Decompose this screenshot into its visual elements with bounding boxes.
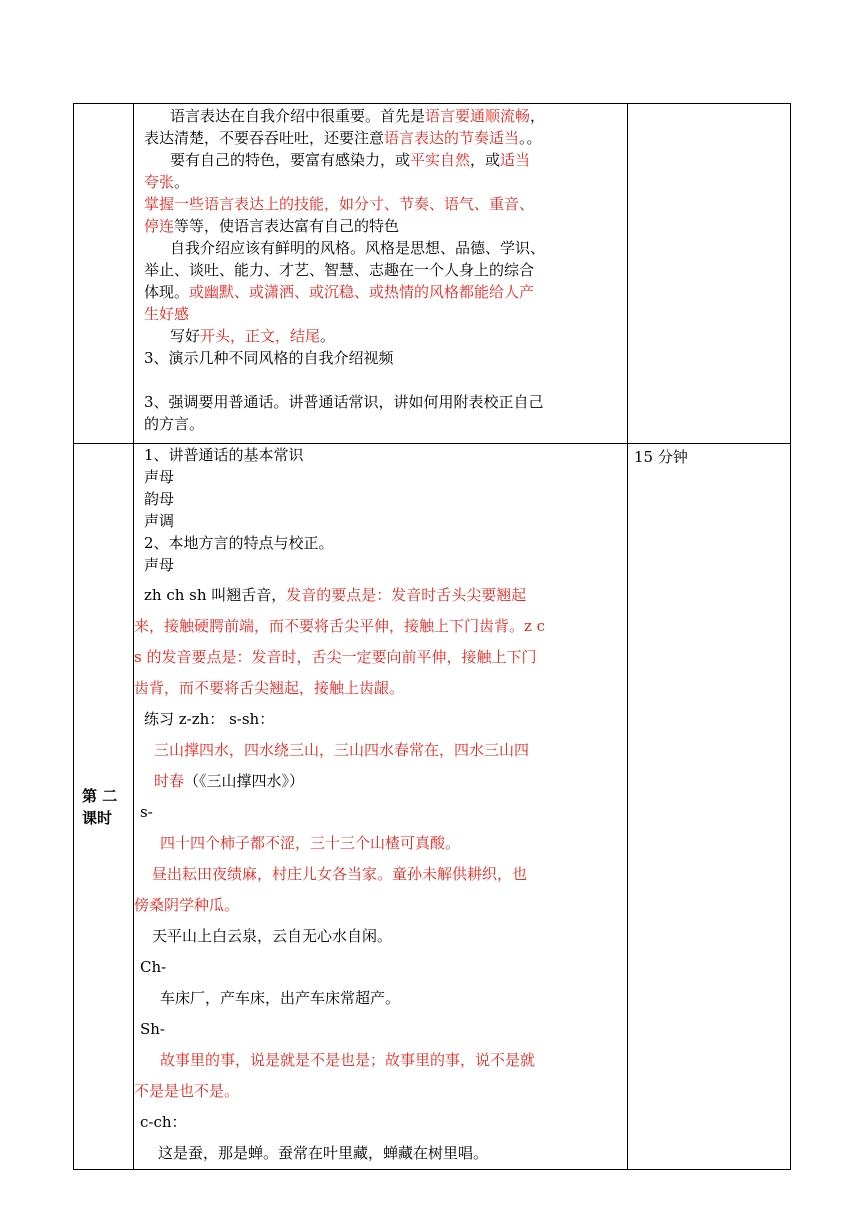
paragraph: 1、讲普通话的基本常识	[144, 446, 304, 464]
duration-label: 15 分钟	[634, 448, 688, 466]
paragraph-line: 停连等等，使语言表达富有自己的特色	[144, 217, 400, 235]
tongue-twister: 四十四个柿子都不涩，三十三个山楂可真酸。	[160, 834, 461, 852]
paragraph: zh ch sh 叫翘舌音，发音的要点是：发音时舌头尖要翘起	[144, 586, 527, 604]
paragraph: 自我介绍应该有鲜明的风格。风格是思想、品德、学识、	[170, 239, 546, 257]
poem-line: 傍桑阴学种瓜。	[134, 896, 240, 914]
lesson-plan-table	[73, 103, 791, 1170]
paragraph-line: 表达清楚，不要吞吞吐吐，还要注意语言表达的节奏适当。。	[144, 129, 542, 147]
paragraph: 韵母	[144, 490, 175, 508]
poem: 天平山上白云泉，云自无心水自闲。	[152, 927, 393, 945]
table-row	[74, 444, 791, 1170]
paragraph: 写好开头，正文，结尾。	[170, 327, 336, 345]
content-cell	[134, 104, 628, 444]
paragraph: Sh-	[140, 1020, 166, 1038]
paragraph: s-	[140, 803, 153, 821]
tongue-twister: 车床厂，产车床，出产车床常超产。	[160, 989, 401, 1007]
paragraph: 要有自己的特色，要富有感染力，或平实自然，或适当	[170, 151, 531, 169]
poem: 昼出耘田夜绩麻，村庄儿女各当家。童孙未解供耕织，也	[152, 865, 528, 883]
tongue-twister-line: 时春（《三山撑四水》）	[154, 772, 305, 790]
paragraph-line: 的方言。	[144, 415, 205, 433]
time-cell-empty	[628, 104, 791, 444]
paragraph-line: 生好感	[144, 305, 190, 323]
paragraph: Ch-	[140, 958, 167, 976]
paragraph: 掌握一些语言表达上的技能，如分寸、节奏、语气、重音、	[144, 195, 535, 213]
paragraph-line: s 的发音要点是：发音时，舌尖一定要向前平伸，接触上下门	[134, 648, 537, 666]
paragraph: 2、本地方言的特点与校正。	[144, 534, 334, 552]
label-cell	[74, 444, 134, 1170]
table-row	[74, 104, 791, 444]
tongue-twister: 故事里的事，说是就是不是也是；故事里的事，说不是就	[160, 1051, 536, 1069]
session-label: 第 二 课时	[82, 786, 118, 827]
tongue-twister: 三山撑四水，四水绕三山，三山四水春常在，四水三山四	[154, 741, 530, 759]
tongue-twister: 这是蚕，那是蝉。蚕常在叶里藏，蝉藏在树里唱。	[158, 1144, 489, 1162]
paragraph: 声调	[144, 512, 175, 530]
paragraph: 声母	[144, 556, 175, 574]
paragraph-line: 来，接触硬腭前端，而不要将舌尖平伸，接触上下门齿背。z c	[134, 617, 546, 635]
paragraph: 声母	[144, 468, 175, 486]
paragraph-line: 举止、谈吐、能力、才艺、智慧、志趣在一个人身上的综合	[144, 261, 535, 279]
tongue-twister-line: 不是是也不是。	[134, 1082, 240, 1100]
paragraph: 练习 z-zh： s-sh：	[144, 710, 275, 728]
time-cell	[628, 444, 791, 1170]
paragraph: c-ch：	[140, 1113, 187, 1131]
paragraph-line: 体现。或幽默、或潇洒、或沉稳、或热情的风格都能给人产	[144, 283, 535, 301]
label-cell-empty	[74, 104, 134, 444]
paragraph: 语言表达在自我介绍中很重要。首先是语言要通顺流畅，	[170, 107, 546, 125]
paragraph-line: 齿背，而不要将舌尖翘起，接触上齿龈。	[134, 679, 405, 697]
content-cell	[134, 444, 628, 1170]
paragraph: 3、强调要用普通话。讲普通话常识，讲如何用附表校正自己	[144, 393, 544, 411]
paragraph-line: 夸张。	[144, 173, 190, 191]
paragraph: 3、演示几种不同风格的自我介绍视频	[144, 349, 394, 367]
